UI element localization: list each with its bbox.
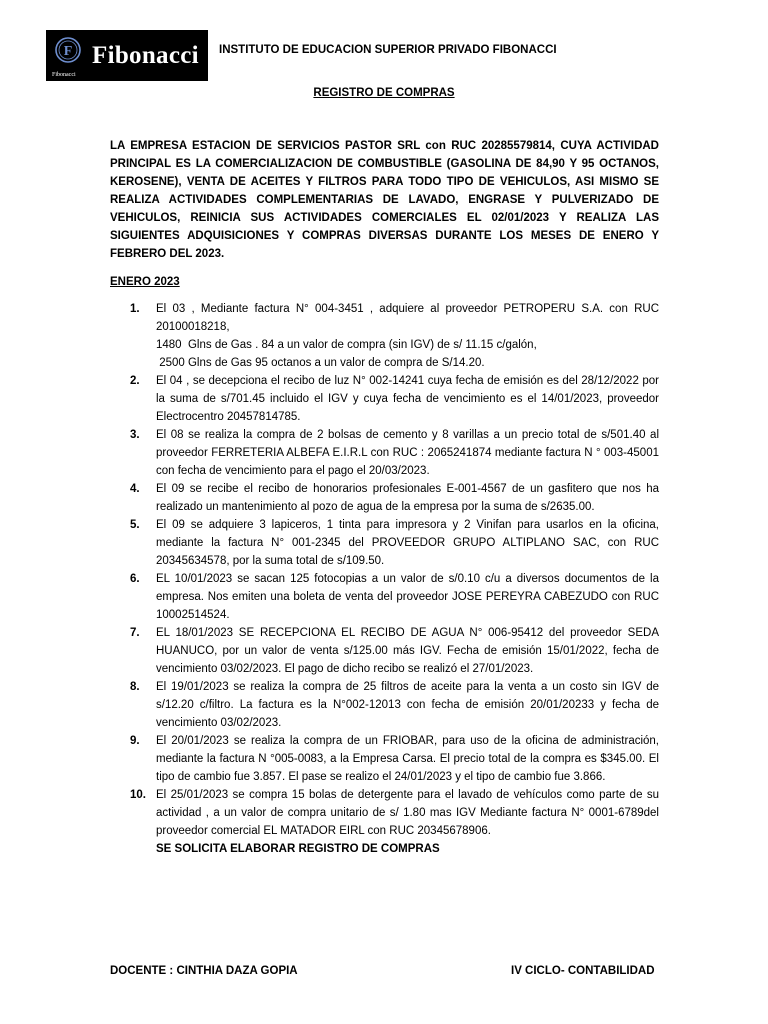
list-item-text: El 25/01/2023 se compra 15 bolas de detergente para el lavado de vehículos como parte de su actividad , a un valor de compra unitario de s/ 1.80 mas IGV Mediante factura N° 0001-6789del proveedor comercial EL MATADOR EIRL con RUC 20345678906. bbox=[156, 789, 659, 837]
list-item-text: El 09 se recibe el recibo de honorarios profesionales E-001-4567 de un gasfitero que nos ha realizado un mantenimiento al pozo de agua de la empresa por la suma de s/2635.00. bbox=[156, 483, 659, 513]
list-item bbox=[110, 300, 659, 372]
list-item-number: 10. bbox=[130, 789, 146, 801]
logo-caption: Fibonacci bbox=[52, 72, 76, 78]
list-item bbox=[110, 732, 659, 786]
list-item-detail-line: 1480 Glns de Gas . 84 a un valor de compra (sin IGV) de s/ 11.15 c/galón, bbox=[156, 339, 537, 351]
list-item bbox=[110, 516, 659, 570]
list-item-text: El 20/01/2023 se realiza la compra de un FRIOBAR, para uso de la oficina de administración, mediante la factura N °005-0083, a la Empresa Carsa. El precio total de la compra es $345.00. El tipo de cambio fue 3.857. El pase se realizo el 24/01/2023 y el tipo de cambio fue 3.866. bbox=[156, 735, 659, 783]
institute-name: INSTITUTO DE EDUCACION SUPERIOR PRIVADO FIBONACCI bbox=[219, 44, 557, 56]
list-item-number: 1. bbox=[130, 303, 140, 315]
list-item-number: 4. bbox=[130, 483, 140, 495]
list-item bbox=[110, 372, 659, 426]
list-item-number: 5. bbox=[130, 519, 140, 531]
list-item-number: 3. bbox=[130, 429, 140, 441]
assignment-request: SE SOLICITA ELABORAR REGISTRO DE COMPRAS bbox=[156, 843, 440, 855]
list-item-text: El 08 se realiza la compra de 2 bolsas de cemento y 8 varillas a un precio total de s/501.40 al proveedor FERRETERIA ALBEFA E.I.R.L con RUC : 2065241874 mediante factura N ° 003-45001 con fecha de vencimiento para el pago el 20/03/2023. bbox=[156, 429, 659, 477]
list-item-text: EL 18/01/2023 SE RECEPCIONA EL RECIBO DE AGUA N° 006-95412 del proveedor SEDA HUANUCO, por un valor de venta s/125.00 más IGV. Fecha de emisión 15/01/2022, fecha de vencimiento 03/02/2023. El pago de dicho recibo se realizó el 27/01/2023. bbox=[156, 627, 659, 675]
list-item bbox=[110, 570, 659, 624]
document-title: REGISTRO DE COMPRAS bbox=[313, 87, 455, 99]
logo-wordmark: Fibonacci bbox=[92, 41, 199, 69]
list-item bbox=[110, 786, 659, 858]
list-item-number: 9. bbox=[130, 735, 140, 747]
svg-text:F: F bbox=[63, 44, 73, 59]
list-item-number: 7. bbox=[130, 627, 140, 639]
list-item-text: El 03 , Mediante factura N° 004-3451 , adquiere al proveedor PETROPERU S.A. con RUC 20100018218, bbox=[156, 303, 659, 333]
section-heading-january: ENERO 2023 bbox=[110, 276, 180, 288]
list-item bbox=[110, 678, 659, 732]
list-item-number: 8. bbox=[130, 681, 140, 693]
f-emblem-icon bbox=[54, 36, 82, 66]
list-item-text: El 19/01/2023 se realiza la compra de 25 filtros de aceite para la venta a un costo sin IGV de s/12.20 c/filtro. La factura es la N°002-12013 con fecha de emisión 20/01/20233 y fecha de vencimiento 03/02/2023. bbox=[156, 681, 659, 729]
list-item-text: EL 10/01/2023 se sacan 125 fotocopias a un valor de s/0.10 c/u a diversos documentos de la empresa. Nos emiten una boleta de venta del proveedor JOSE PEREYRA CABEZUDO con RUC 10002514524. bbox=[156, 573, 659, 621]
list-item bbox=[110, 480, 659, 516]
list-item-number: 6. bbox=[130, 573, 140, 585]
intro-paragraph: LA EMPRESA ESTACION DE SERVICIOS PASTOR SRL con RUC 20285579814, CUYA ACTIVIDAD PRINCIPAL ES LA COMERCIALIZACION DE COMBUSTIBLE (GASOLINA DE 84,90 Y 95 OCTANOS, KEROSENE), VENTA DE ACEITES Y FILTROS PARA TODO TIPO DE VEHICULOS, ASI MISMO SE REALIZA ACTIVIDADES COMPLEMENTARIAS DE LAVADO, ENGRASE Y PULVERIZADO DE VEHICULOS, REINICIA SUS ACTIVIDADES COMERCIALES EL 02/01/2023 Y REALIZA LAS SIGUIENTES ADQUISICIONES Y COMPRAS DIVERSAS DURANTE LOS MESES DE ENERO Y FEBRERO DEL 2023. bbox=[110, 140, 659, 260]
teacher-name: DOCENTE : CINTHIA DAZA GOPIA bbox=[110, 965, 298, 977]
list-item-number: 2. bbox=[130, 375, 140, 387]
list-item bbox=[110, 426, 659, 480]
logo-emblem bbox=[46, 30, 90, 81]
list-item bbox=[110, 624, 659, 678]
course-cycle: IV CICLO- CONTABILIDAD bbox=[511, 965, 655, 977]
list-item-text: El 09 se adquiere 3 lapiceros, 1 tinta para impresora y 2 Vinifan para usarlos en la oficina, mediante la factura N° 001-2345 del PROVEEDOR GRUPO ALTIPLANO SAC, con RUC 20345634578, por la suma total de s/109.50. bbox=[156, 519, 659, 567]
list-item-text: El 04 , se decepciona el recibo de luz N° 002-14241 cuya fecha de emisión es del 28/12/2022 por la suma de s/701.45 incluido el IGV y cuya fecha de vencimiento es el 14/01/2023, proveedor Electrocentro 20457814785. bbox=[156, 375, 659, 423]
purchase-list bbox=[110, 300, 659, 858]
list-item-detail-line: 2500 Glns de Gas 95 octanos a un valor de compra de S/14.20. bbox=[156, 357, 485, 369]
fibonacci-logo bbox=[46, 30, 208, 81]
